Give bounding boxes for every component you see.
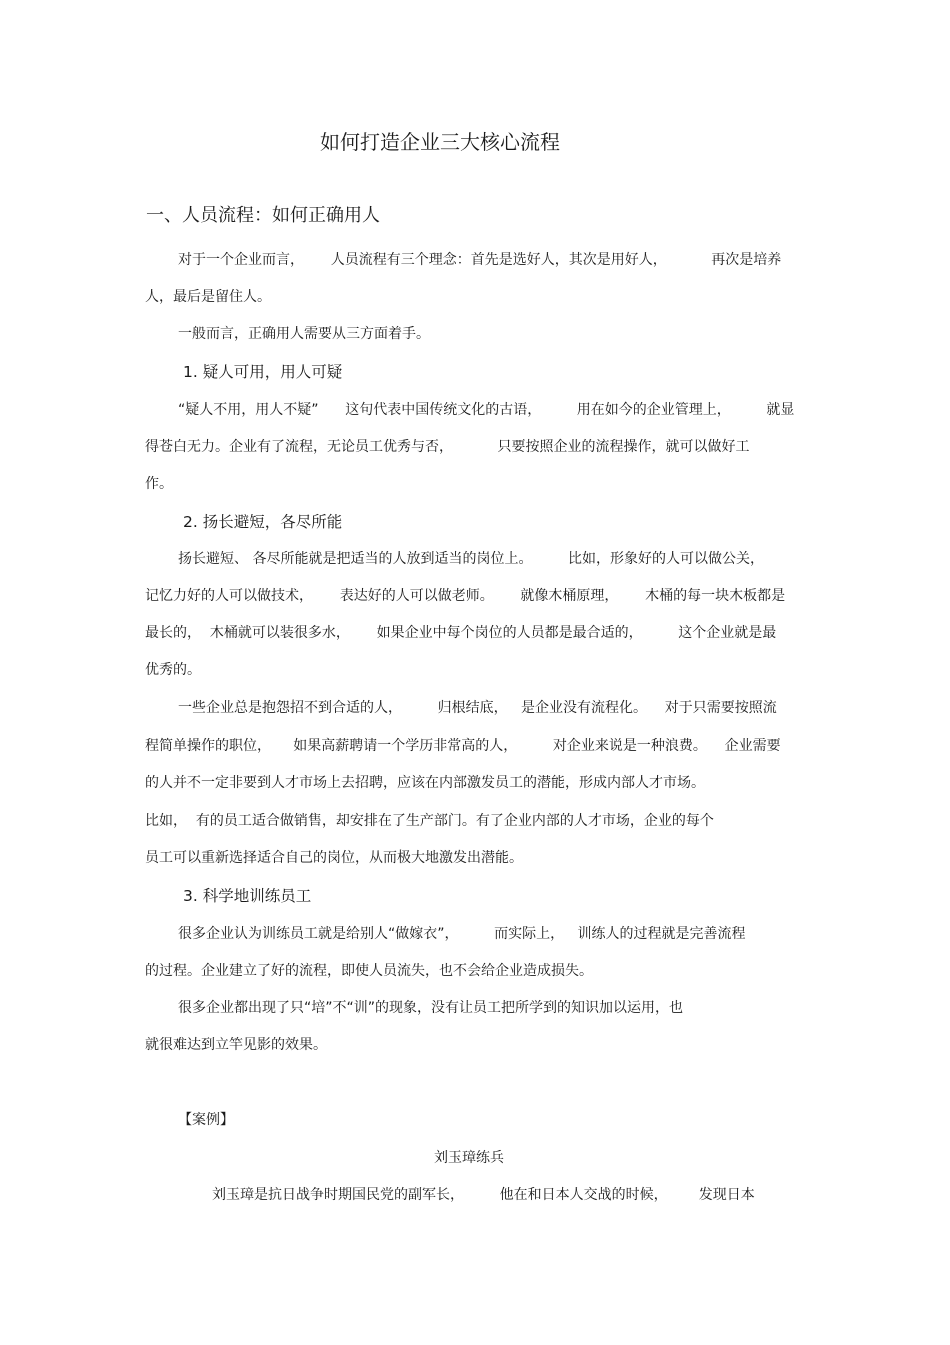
paragraph-line: 的过程。企业建立了好的流程，即使人员流失，也不会给企业造成损失。 [145,963,593,979]
paragraph-line: 很多企业都出现了只“培”不“训”的现象，没有让员工把所学到的知识加以运用，也 [178,1000,684,1016]
paragraph-line: 刘玉璋是抗日战争时期国民党的副军长， 他在和日本人交战的时候， 发现日本 [212,1187,755,1203]
subsection-heading: 1. 疑人可用，用人可疑 [183,363,343,381]
paragraph-line: 员工可以重新选择适合自己的岗位，从而极大地激发出潜能。 [145,850,523,866]
paragraph-line: 比如， 有的员工适合做销售，却安排在了生产部门。有了企业内部的人才市场，企业的每个 [145,813,714,829]
paragraph-line: “疑人不用，用人不疑” 这句代表中国传统文化的古语， 用在如今的企业管理上， 就显 [178,402,795,418]
paragraph-line: 很多企业认为训练员工就是给别人“做嫁衣”， 而实际上， 训练人的过程就是完善流程 [178,926,746,942]
subsection-heading: 3. 科学地训练员工 [183,887,312,905]
paragraph-line: 的人并不一定非要到人才市场上去招聘，应该在内部激发员工的潜能，形成内部人才市场。 [145,775,705,791]
paragraph-line: 得苍白无力。企业有了流程，无论员工优秀与否， 只要按照企业的流程操作，就可以做好工 [145,439,750,455]
paragraph-line: 作。 [145,476,173,492]
paragraph-line: 程简单操作的职位， 如果高薪聘请一个学历非常高的人， 对企业来说是一种浪费。 企业需要 [145,738,781,754]
paragraph-line: 优秀的。 [145,662,201,678]
subsection-heading: 2. 扬长避短，各尽所能 [183,513,343,531]
paragraph-line: 一般而言，正确用人需要从三方面着手。 [178,326,430,342]
paragraph-line: 对于一个企业而言， 人员流程有三个理念：首先是选好人，其次是用好人， 再次是培养 [178,252,782,268]
paragraph-line: 人，最后是留住人。 [145,289,271,305]
paragraph-line: 一些企业总是抱怨招不到合适的人， 归根结底， 是企业没有流程化。 对于只需要按照流 [178,700,777,716]
paragraph-line: 记忆力好的人可以做技术， 表达好的人可以做老师。 就像木桶原理， 木桶的每一块木板都是 [145,588,786,604]
section-heading: 一、人员流程：如何正确用人 [146,205,380,226]
paragraph-line: 就很难达到立竿见影的效果。 [145,1037,327,1053]
case-label: 【案例】 [178,1112,234,1128]
paragraph-line: 最长的， 木桶就可以装很多水， 如果企业中每个岗位的人员都是最合适的， 这个企业就是最 [145,625,777,641]
case-title: 刘玉璋练兵 [434,1150,504,1166]
document-title: 如何打造企业三大核心流程 [320,130,560,154]
paragraph-line: 扬长避短、 各尽所能就是把适当的人放到适当的岗位上。 比如，形象好的人可以做公关， [178,551,765,567]
